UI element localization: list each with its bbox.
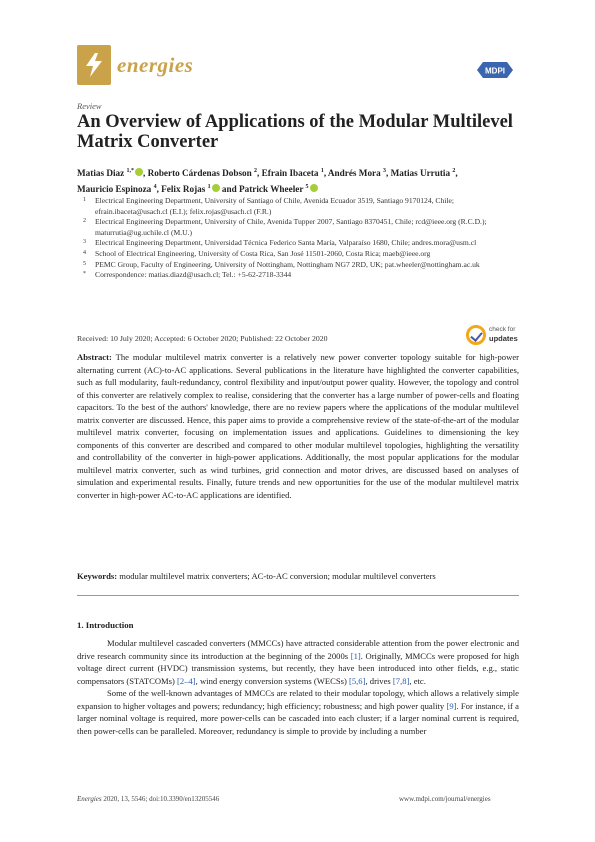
paragraph: Some of the well-known advantages of MMCCs are related to their modular topology, which allows a relatively simple expansion to higher voltages and powers; redundancy; high efficiency; robustness; and high power quality [9]. For instance, if a larger nominal voltage is required, more power-cells can be cascaded into each cluster; if a larger nominal current is required, then power-cells can be paralleled. Moreover, redundancy is simple to provide by including a number <box>77 688 519 736</box>
author-list <box>77 165 527 196</box>
orcid-icon[interactable] <box>212 184 220 192</box>
check-for-updates-badge[interactable]: check for updates <box>466 323 518 347</box>
footer-url[interactable]: www.mdpi.com/journal/energies <box>399 795 491 803</box>
section-heading: 1. Introduction <box>77 620 134 630</box>
correspondence: * Correspondence: matias.diazd@usach.cl; Tel.: +5-62-2718-3344 <box>83 270 292 280</box>
author-line-1: Matias Diaz $^{1,*}$ , Roberto Cárdenas Dobson $^2$, Efrain Ibaceta $^1$, Andrés Mora $^3$, Matias Urrutia $^2$, <box>77 168 458 179</box>
citation-link[interactable]: [2–4] <box>177 675 196 686</box>
journal-name: energies <box>117 53 194 77</box>
journal-logo <box>77 45 111 85</box>
affiliation-item: 1 Electrical Engineering Department, University of Santiago of Chile, Avenida Ecuador 3519, Santiago 9170124, Chile; efrain.ibaceta@usach.cl (E.I.); felix.rojas@usach.cl (F.R.) <box>83 196 454 216</box>
abstract-label: Abstract: <box>77 352 112 362</box>
mdpi-logo-text: MDPI <box>485 66 505 76</box>
keywords-text: modular multilevel matrix converters; AC-to-AC conversion; modular multilevel converters <box>119 571 436 581</box>
article-title: An Overview of Applications of the Modular Multilevel Matrix Converter <box>77 112 513 152</box>
paragraph: Modular multilevel cascaded converters (MMCCs) have attracted considerable attention from the power electronic and drive research community since its introduction at the beginning of the 2000s [1]. Originally, MMCCs were proposed for high voltage direct current (HVDC) transmission systems, but recently, they have been introduced into other fields, e.g., static compensators (STATCOMs) [2–4], wind energy conversion systems (WECSs) [5,6], drives [7,8], etc. <box>77 638 519 686</box>
citation-link[interactable]: [7,8] <box>392 675 410 686</box>
affiliations <box>77 196 527 281</box>
abstract-text: The modular multilevel matrix converter is a relatively new power converter topology suitable for high-power alternating current (AC)-to-AC applications. Several publications in the literature have highlighted the converter capabilities, such as full modularity, fault-redundancy, control flexibility and input/output power quality. However, the topology and control of this converter are relatively complex to realise, considering that the converter has a large number of power-cells and floating capacitors. To the best of the authors' knowledge, there are no review papers where the applications of the modular multilevel matrix converter are discussed. Hence, this paper aims to provide a comprehensive review of the state-of-the-art of the modular multilevel matrix converter, focusing on implementation issues and applications. Guidelines to dimensioning the key components of this converter are described and compared to other modular multilevel topologies, highlighting the versatility and controllability of the converter in high-power applications. Additionally, the most popular applications for the modular multilevel matrix converter, such as wind turbines, grid connection and motor drives, are discussed based on analyses of simulation and experimental results. Finally, future trends and new opportunities for the use of the modular multilevel matrix converter in high-power AC-to-AC applications are identified. <box>77 352 519 501</box>
author-line-2: Mauricio Espinoza $^4$, Felix Rojas $^1$ and Patrick Wheeler $^5$ <box>77 181 527 197</box>
citation-link[interactable]: [9] <box>446 700 457 711</box>
lightning-icon <box>83 52 105 78</box>
keywords <box>77 570 519 582</box>
orcid-icon[interactable] <box>135 168 143 176</box>
mdpi-logo-icon[interactable] <box>474 60 516 80</box>
citation-link[interactable]: [5,6] <box>349 675 366 686</box>
keywords-label: Keywords: <box>77 571 118 581</box>
affiliation-item: 3 Electrical Engineering Department, Universidad Técnica Federico Santa María, Valparaíso 1680, Chile; andres.mora@usm.cl <box>83 238 477 248</box>
affiliation-item: 5 PEMC Group, Faculty of Engineering, University of Nottingham, Nottingham NG7 2RD, UK; pat.wheeler@nottingham.ac.uk <box>83 259 480 269</box>
body-text <box>77 637 519 737</box>
footer-citation: Energies 2020, 13, 5546; doi:10.3390/en13205546 <box>77 795 220 803</box>
abstract <box>77 351 519 502</box>
orcid-icon[interactable] <box>310 184 318 192</box>
article-type: Review <box>77 101 102 111</box>
check-icon <box>466 325 486 345</box>
affiliation-item: 4 School of Electrical Engineering, University of Costa Rica, San José 11501-2060, Costa Rica; maeb@ieee.org <box>83 248 431 258</box>
publication-dates: Received: 10 July 2020; Accepted: 6 October 2020; Published: 22 October 2020 <box>77 334 328 343</box>
divider <box>77 595 519 596</box>
affiliation-item: 2 Electrical Engineering Department, University of Chile, Avenida Tupper 2007, Santiago 8370451, Chile; rcd@ieee.org (R.C.D.); maturrutia@ug.uchile.cl (M.U.) <box>83 217 487 237</box>
citation-link[interactable]: [1] <box>350 650 361 661</box>
